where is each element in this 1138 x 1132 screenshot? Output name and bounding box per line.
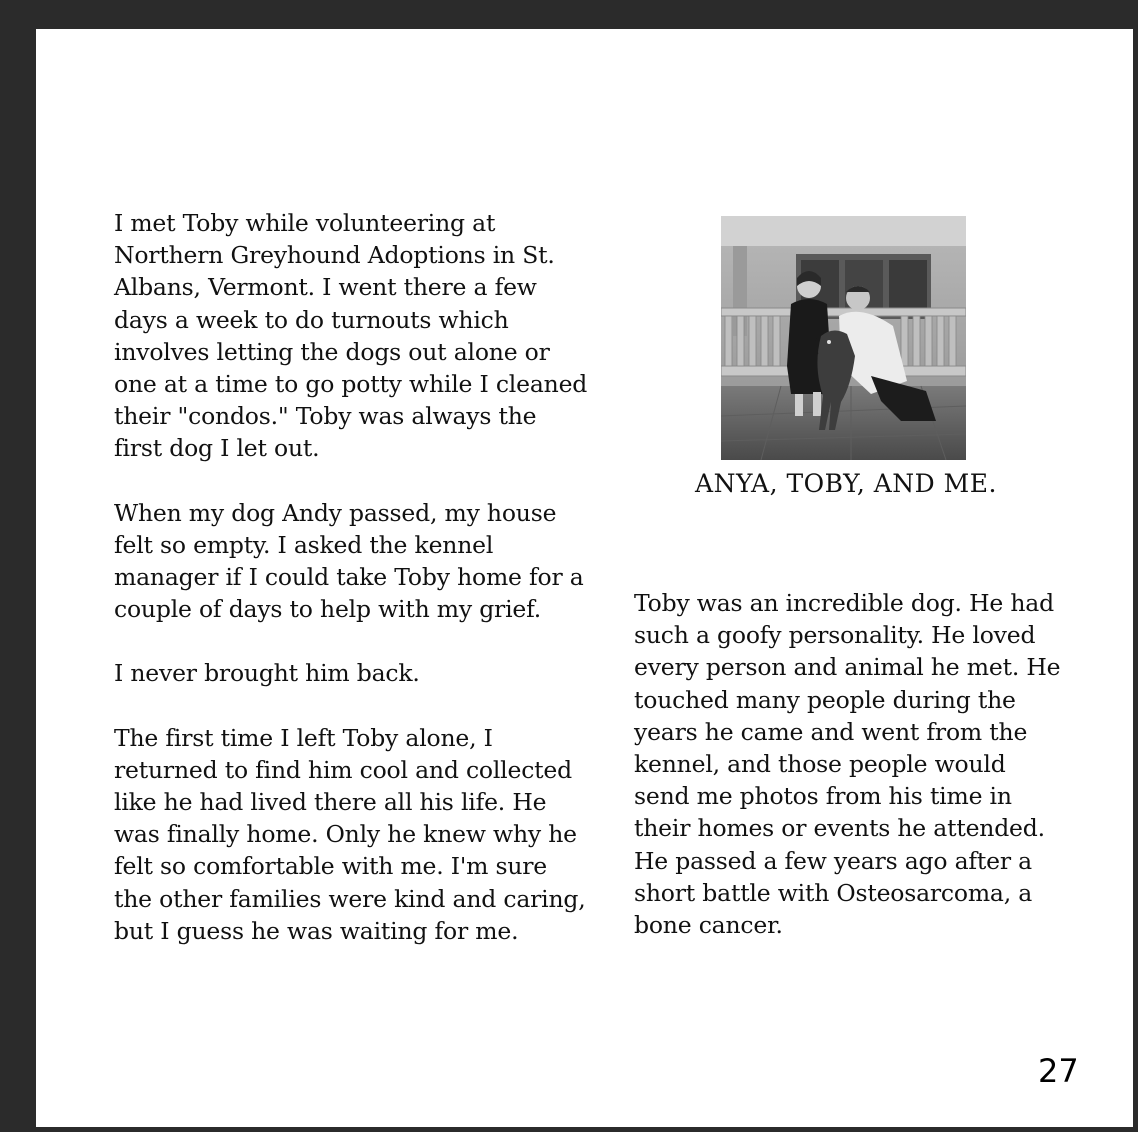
page-number: 27 xyxy=(1038,1052,1079,1090)
right-text-column xyxy=(634,587,1094,973)
photo-caption: ANYA, TOBY, AND ME. xyxy=(695,469,997,498)
book-page xyxy=(36,29,1133,1127)
left-text-column xyxy=(114,207,594,979)
photo-illustration xyxy=(721,216,966,460)
photo-anya-toby-me xyxy=(721,216,966,460)
paragraph-meeting-toby: I met Toby while volunteering at Northern Greyhound Adoptions in St. Albans, Vermont. I went there a few days a week to do turnouts which involves letting the dogs out alone or one at a time to go potty while I cleaned their "condos." Toby was always the first dog I let out. xyxy=(114,209,588,463)
paragraph-first-time-alone: The first time I left Toby alone, I returned to find him cool and collected like he had lived there all his life. He was finally home. Only he knew why he felt so comfortable with me. I'm sure the other families were kind and caring, but I guess he was waiting for me. xyxy=(114,723,586,945)
paragraph-incredible-dog: Toby was an incredible dog. He had such a goofy personality. He loved every person and animal he met. He touched many people during the years he came and went from the kennel, and those people would send me photos from his time in their homes or events he attended. He passed a few years ago after a short battle with Osteosarcoma, a bone cancer. xyxy=(634,589,1061,940)
paragraph-never-brought-back: I never brought him back. xyxy=(114,659,420,688)
paragraph-andy-passed: When my dog Andy passed, my house felt so empty. I asked the kennel manager if I could take Toby home for a couple of days to help with my grief. xyxy=(114,498,584,624)
